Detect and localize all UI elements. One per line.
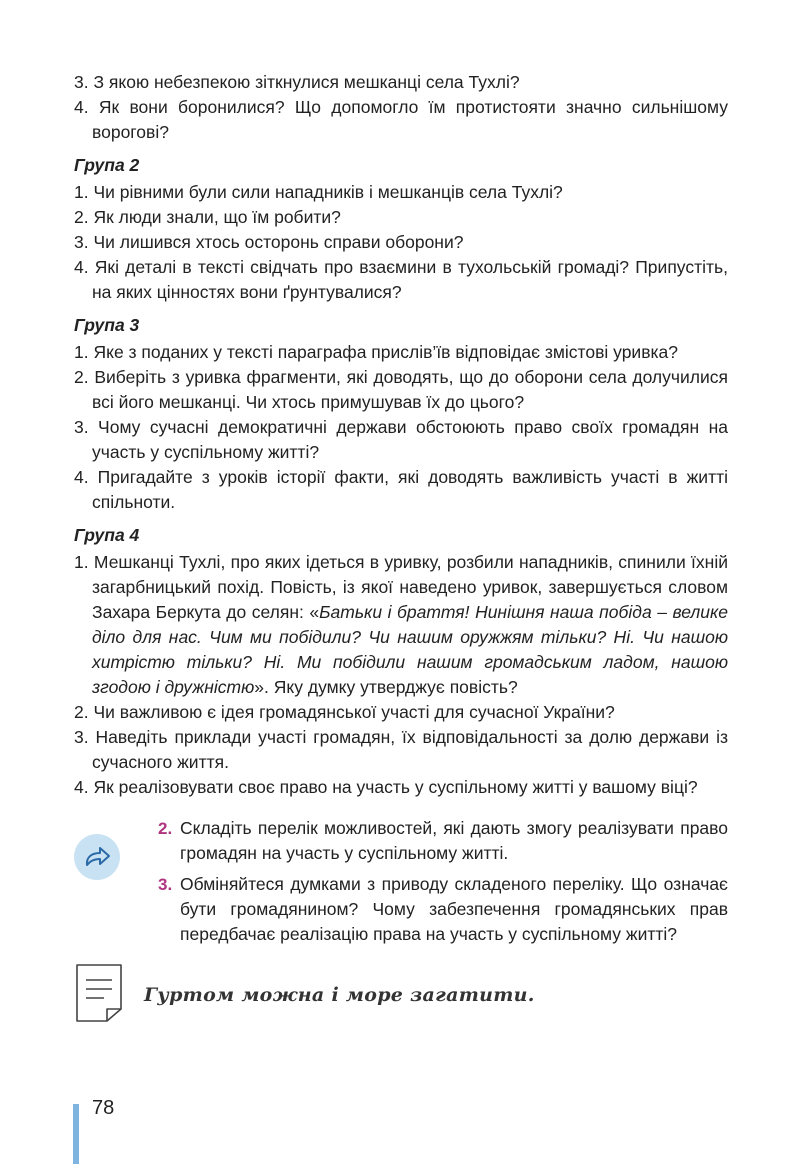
- proverb-text: Гуртом можна і море загатити.: [144, 984, 535, 1006]
- task-number: 3.: [158, 875, 173, 894]
- intro-questions: [74, 70, 728, 145]
- list-item: 3. Чи лишився хтось осторонь справи оборони?: [74, 232, 464, 252]
- page-content: [74, 70, 728, 1023]
- proverb-row: [74, 963, 728, 1023]
- page-number-bar: [73, 1104, 79, 1164]
- list-item: 2. Чи важливою є ідея громадянської участі для сучасної України?: [74, 702, 615, 722]
- list-item: 4. Пригадайте з уроків історії факти, які доводять важливість участі в житті спільноти.: [74, 467, 728, 512]
- list-item: 4. Як вони боронилися? Що допомогло їм протистояти значно сильнішому ворогові?: [74, 97, 728, 142]
- task-3: [158, 872, 728, 947]
- group-3-questions: [74, 340, 728, 515]
- tasks-block: [74, 816, 728, 947]
- group-4-title: Група 4: [74, 525, 140, 545]
- list-item: 4. Які деталі в тексті свідчать про взаємини в тухольській громаді? Припустіть, на яких цінностях вони ґрунтувалися?: [74, 257, 728, 302]
- question-text: 1. Мешканці Тухлі, про яких ідеться в уривку, розбили нападників, спинили їхній загарбницький похід. Повість, із якої наведено уривок, завершується словом Захара Беркута до селян: «: [74, 552, 728, 622]
- task-number: 2.: [158, 819, 173, 838]
- group-4-questions: [74, 550, 728, 800]
- list-item: 2. Як люди знали, що їм робити?: [74, 207, 341, 227]
- share-arrow-icon: [74, 834, 120, 880]
- group-3-title: Група 3: [74, 315, 140, 335]
- list-item: 1. Чи рівними були сили нападників і мешканців села Тухлі?: [74, 182, 563, 202]
- task-2: [158, 816, 728, 866]
- list-item: 1. Яке з поданих у тексті параграфа прислів’їв відповідає змістові уривка?: [74, 342, 679, 362]
- list-item: 3. З якою небезпекою зіткнулися мешканці села Тухлі?: [74, 72, 520, 92]
- note-icon: [74, 963, 124, 1030]
- question-text: ». Яку думку утверджує повість?: [254, 677, 518, 697]
- berkut-quote: Батьки і браття! Нинішня наша побіда – велике діло для нас. Чим ми побідили? Чи нашим оружжям тільки? Ні. Чи нашою хитрістю тільки? Ні. Ми побідили нашим громадським ладом, нашою згодою і дружністю: [92, 602, 729, 697]
- list-item: 3. Чому сучасні демократичні держави обстоюють право своїх громадян на участь у суспільному житті?: [74, 417, 728, 462]
- task-text: Обміняйтеся думками з приводу складеного переліку. Що означає бути громадянином? Чому забезпечення громадянських прав передбачає реалізацію права на участь у суспільному житті?: [180, 874, 728, 944]
- page-number: 78: [92, 1097, 115, 1119]
- group-2-questions: [74, 180, 728, 305]
- list-item: 3. Наведіть приклади участі громадян, їх відповідальності за долю держави із сучасного життя.: [74, 727, 728, 772]
- list-item: [74, 550, 728, 700]
- group-2-title: Група 2: [74, 155, 140, 175]
- list-item: 4. Як реалізовувати своє право на участь у суспільному житті у вашому віці?: [74, 777, 698, 797]
- task-text: Складіть перелік можливостей, які дають змогу реалізувати право громадян на участь у суспільному житті.: [180, 818, 728, 863]
- list-item: 2. Виберіть з уривка фрагменти, які доводять, що до оборони села долучилися всі його мешканці. Чи хтось примушував їх до цього?: [74, 367, 728, 412]
